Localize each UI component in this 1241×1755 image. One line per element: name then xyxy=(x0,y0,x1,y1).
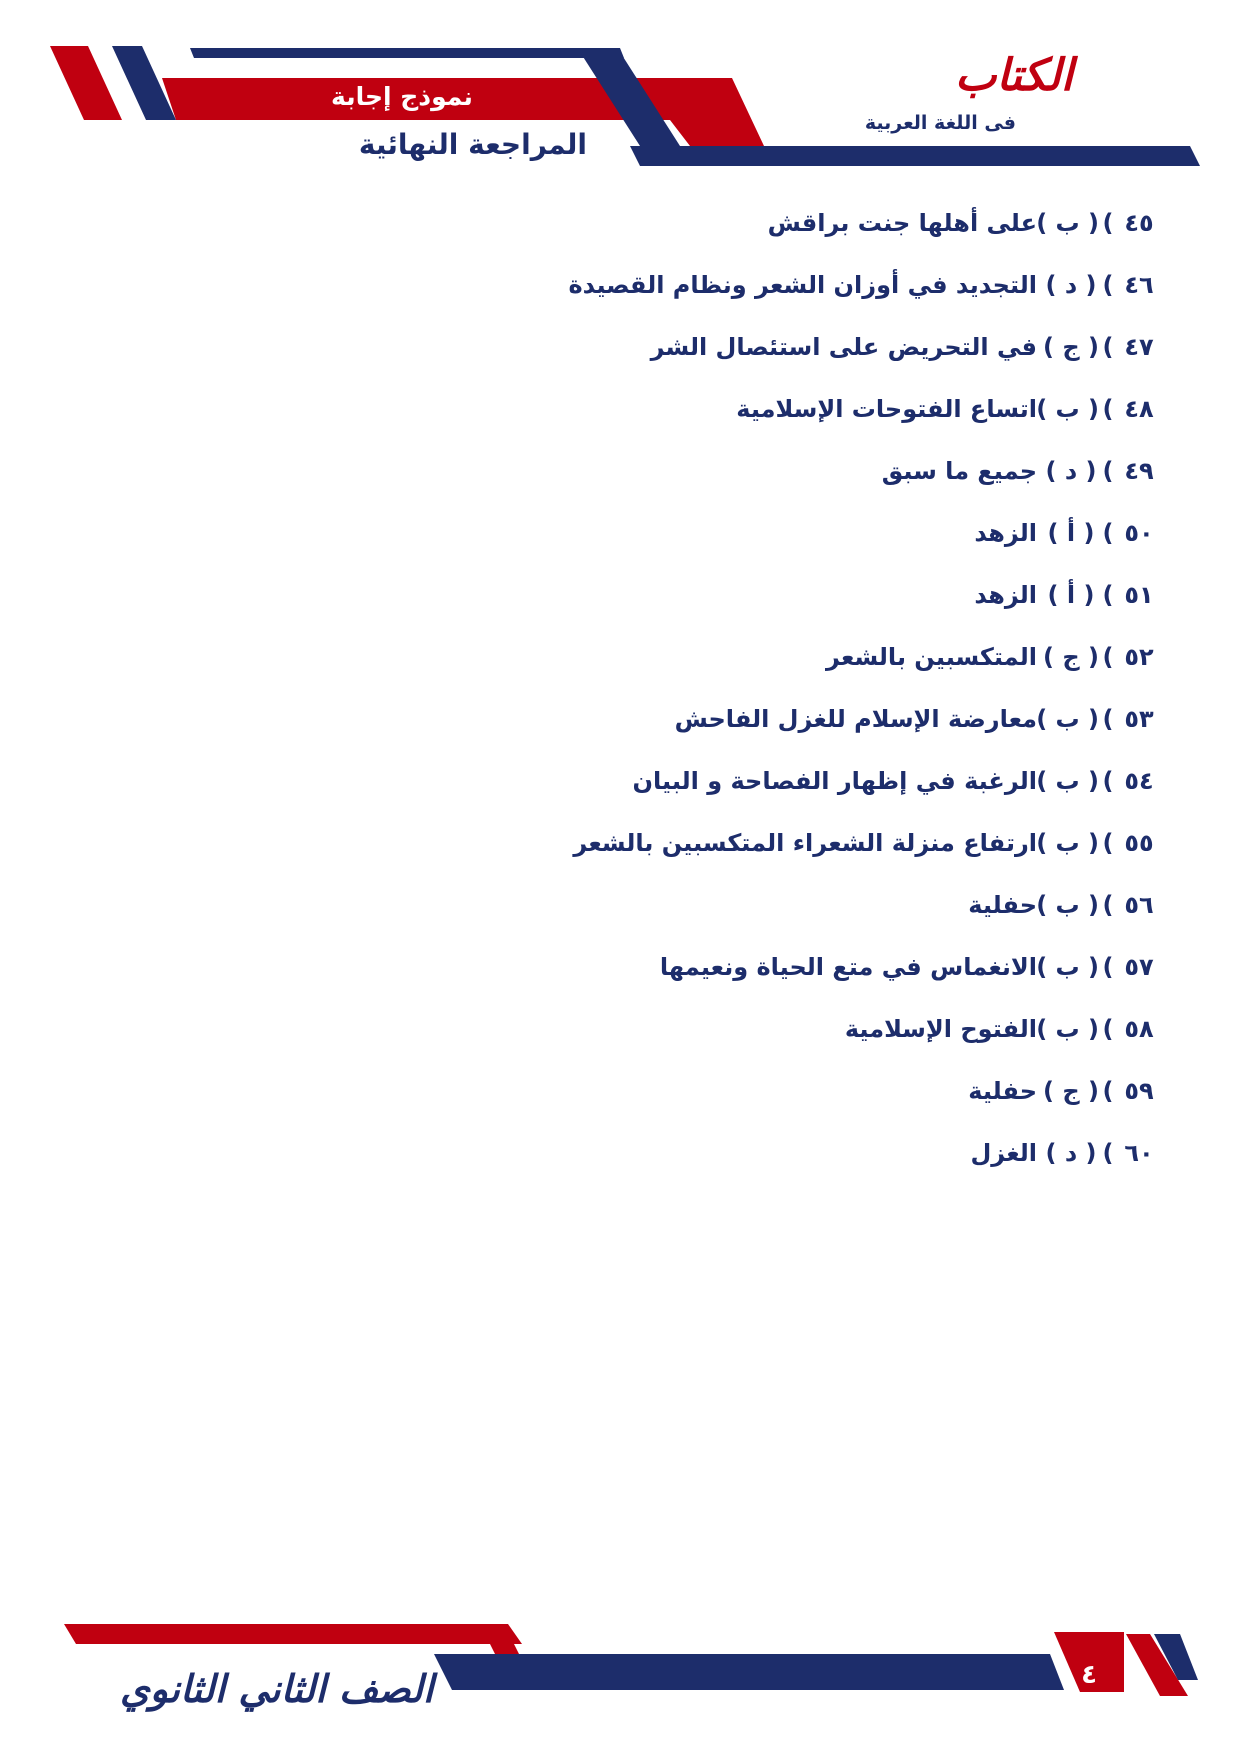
answer-text: الغزل xyxy=(970,1139,1037,1167)
answer-text: اتساع الفتوحات الإسلامية xyxy=(736,395,1037,423)
brand-logo: الكتاب xyxy=(954,50,1073,101)
answer-choice: ( ج ) xyxy=(1043,333,1099,361)
footer-navy-bar xyxy=(434,1654,1064,1690)
answer-choice: ( ج ) xyxy=(1043,643,1099,671)
answer-choice: ( د ) xyxy=(1045,1139,1097,1167)
answer-choice: ( ب ) xyxy=(1036,705,1099,733)
answer-text: في التحريض على استئصال الشر xyxy=(650,333,1037,361)
page-number: ٤ xyxy=(1081,1660,1097,1690)
footer-red-band xyxy=(64,1624,522,1644)
answer-text: حفلية xyxy=(968,891,1037,919)
answer-choice: ( أ ) xyxy=(1047,581,1095,609)
answer-number: ٥٦ xyxy=(1124,891,1154,919)
answer-number: ٥٤ xyxy=(1124,767,1154,795)
answer-list xyxy=(461,192,1161,1184)
answer-choice: ( ب ) xyxy=(1036,829,1099,857)
answer-item: ٤٦ ) ( د ) التجديد في أوزان الشعر ونظام القصيدة xyxy=(461,254,1161,316)
answer-number: ٥٩ xyxy=(1124,1077,1154,1105)
answer-item: ٥٤ ) ( ب ) الرغبة في إظهار الفصاحة و البيان xyxy=(461,750,1161,812)
answer-number: ٥٨ xyxy=(1124,1015,1154,1043)
answer-choice: ( ب ) xyxy=(1036,891,1099,919)
answer-choice: ( ج ) xyxy=(1043,1077,1099,1105)
answer-text: حفلية xyxy=(968,1077,1037,1105)
answer-choice: ( أ ) xyxy=(1047,519,1095,547)
answer-item: ٤٥ ) ( ب ) على أهلها جنت براقش xyxy=(461,192,1161,254)
answer-text: جميع ما سبق xyxy=(881,457,1037,485)
answer-text: ارتفاع منزلة الشعراء المتكسبين بالشعر xyxy=(573,829,1037,857)
answer-number: ٥٢ xyxy=(1124,643,1154,671)
answer-text: الانغماس في متع الحياة ونعيمها xyxy=(659,953,1037,981)
answer-number: ٥١ xyxy=(1124,581,1154,609)
answer-number: ٤٥ xyxy=(1124,209,1154,237)
answer-number: ٥٥ xyxy=(1124,829,1154,857)
answer-item: ٥٣ ) ( ب ) معارضة الإسلام للغزل الفاحش xyxy=(461,688,1161,750)
answer-number: ٤٦ xyxy=(1124,271,1154,299)
answer-item: ٤٨ ) ( ب ) اتساع الفتوحات الإسلامية xyxy=(461,378,1161,440)
answer-number: ٤٩ xyxy=(1124,457,1154,485)
answer-item: ٤٧ ) ( ج ) في التحريض على استئصال الشر xyxy=(461,316,1161,378)
answer-number: ٦٠ xyxy=(1124,1139,1154,1167)
answer-text: الزهد xyxy=(974,519,1037,547)
answer-text: التجديد في أوزان الشعر ونظام القصيدة xyxy=(568,271,1037,299)
answer-choice: ( ب ) xyxy=(1036,395,1099,423)
answer-text: الزهد xyxy=(974,581,1037,609)
answer-number: ٥٠ xyxy=(1124,519,1154,547)
answer-number: ٤٧ xyxy=(1124,333,1154,361)
answer-item: ٤٩ ) ( د ) جميع ما سبق xyxy=(461,440,1161,502)
answer-item: ٥١ ) ( أ ) الزهد xyxy=(461,564,1161,626)
header-red-stripe xyxy=(50,46,122,120)
answer-number: ٥٣ xyxy=(1124,705,1154,733)
answer-item: ٥٩ ) ( ج ) حفلية xyxy=(461,1060,1161,1122)
answer-choice: ( د ) xyxy=(1045,457,1097,485)
grade-label: الصف الثاني الثانوي xyxy=(120,1666,434,1711)
answer-item: ٥٠ ) ( أ ) الزهد xyxy=(461,502,1161,564)
header-top-bar xyxy=(190,48,624,58)
answer-text: المتكسبين بالشعر xyxy=(826,643,1037,671)
answer-item: ٥٢ ) ( ج ) المتكسبين بالشعر xyxy=(461,626,1161,688)
document-title: المراجعة النهائية xyxy=(358,128,587,161)
answer-choice: ( ب ) xyxy=(1036,767,1099,795)
answer-text: على أهلها جنت براقش xyxy=(767,209,1037,237)
answer-item: ٥٦ ) ( ب ) حفلية xyxy=(461,874,1161,936)
answer-item: ٥٨ ) ( ب ) الفتوح الإسلامية xyxy=(461,998,1161,1060)
answer-text: الرغبة في إظهار الفصاحة و البيان xyxy=(632,767,1037,795)
answer-item: ٥٧ ) ( ب ) الانغماس في متع الحياة ونعيمها xyxy=(461,936,1161,998)
answer-choice: ( ب ) xyxy=(1036,1015,1099,1043)
answer-text: الفتوح الإسلامية xyxy=(844,1015,1037,1043)
answer-choice: ( د ) xyxy=(1045,271,1097,299)
answer-item: ٥٥ ) ( ب ) ارتفاع منزلة الشعراء المتكسبين بالشعر xyxy=(461,812,1161,874)
answer-number: ٥٧ xyxy=(1124,953,1154,981)
answer-text: معارضة الإسلام للغزل الفاحش xyxy=(674,705,1037,733)
answer-choice: ( ب ) xyxy=(1036,953,1099,981)
document-label: نموذج إجابة xyxy=(331,82,473,111)
answer-item: ٦٠ ) ( د ) الغزل xyxy=(461,1122,1161,1184)
answer-choice: ( ب ) xyxy=(1036,209,1099,237)
answer-number: ٤٨ xyxy=(1124,395,1154,423)
brand-subtitle: فى اللغة العربية xyxy=(864,112,1016,134)
header-underline xyxy=(630,146,1200,166)
